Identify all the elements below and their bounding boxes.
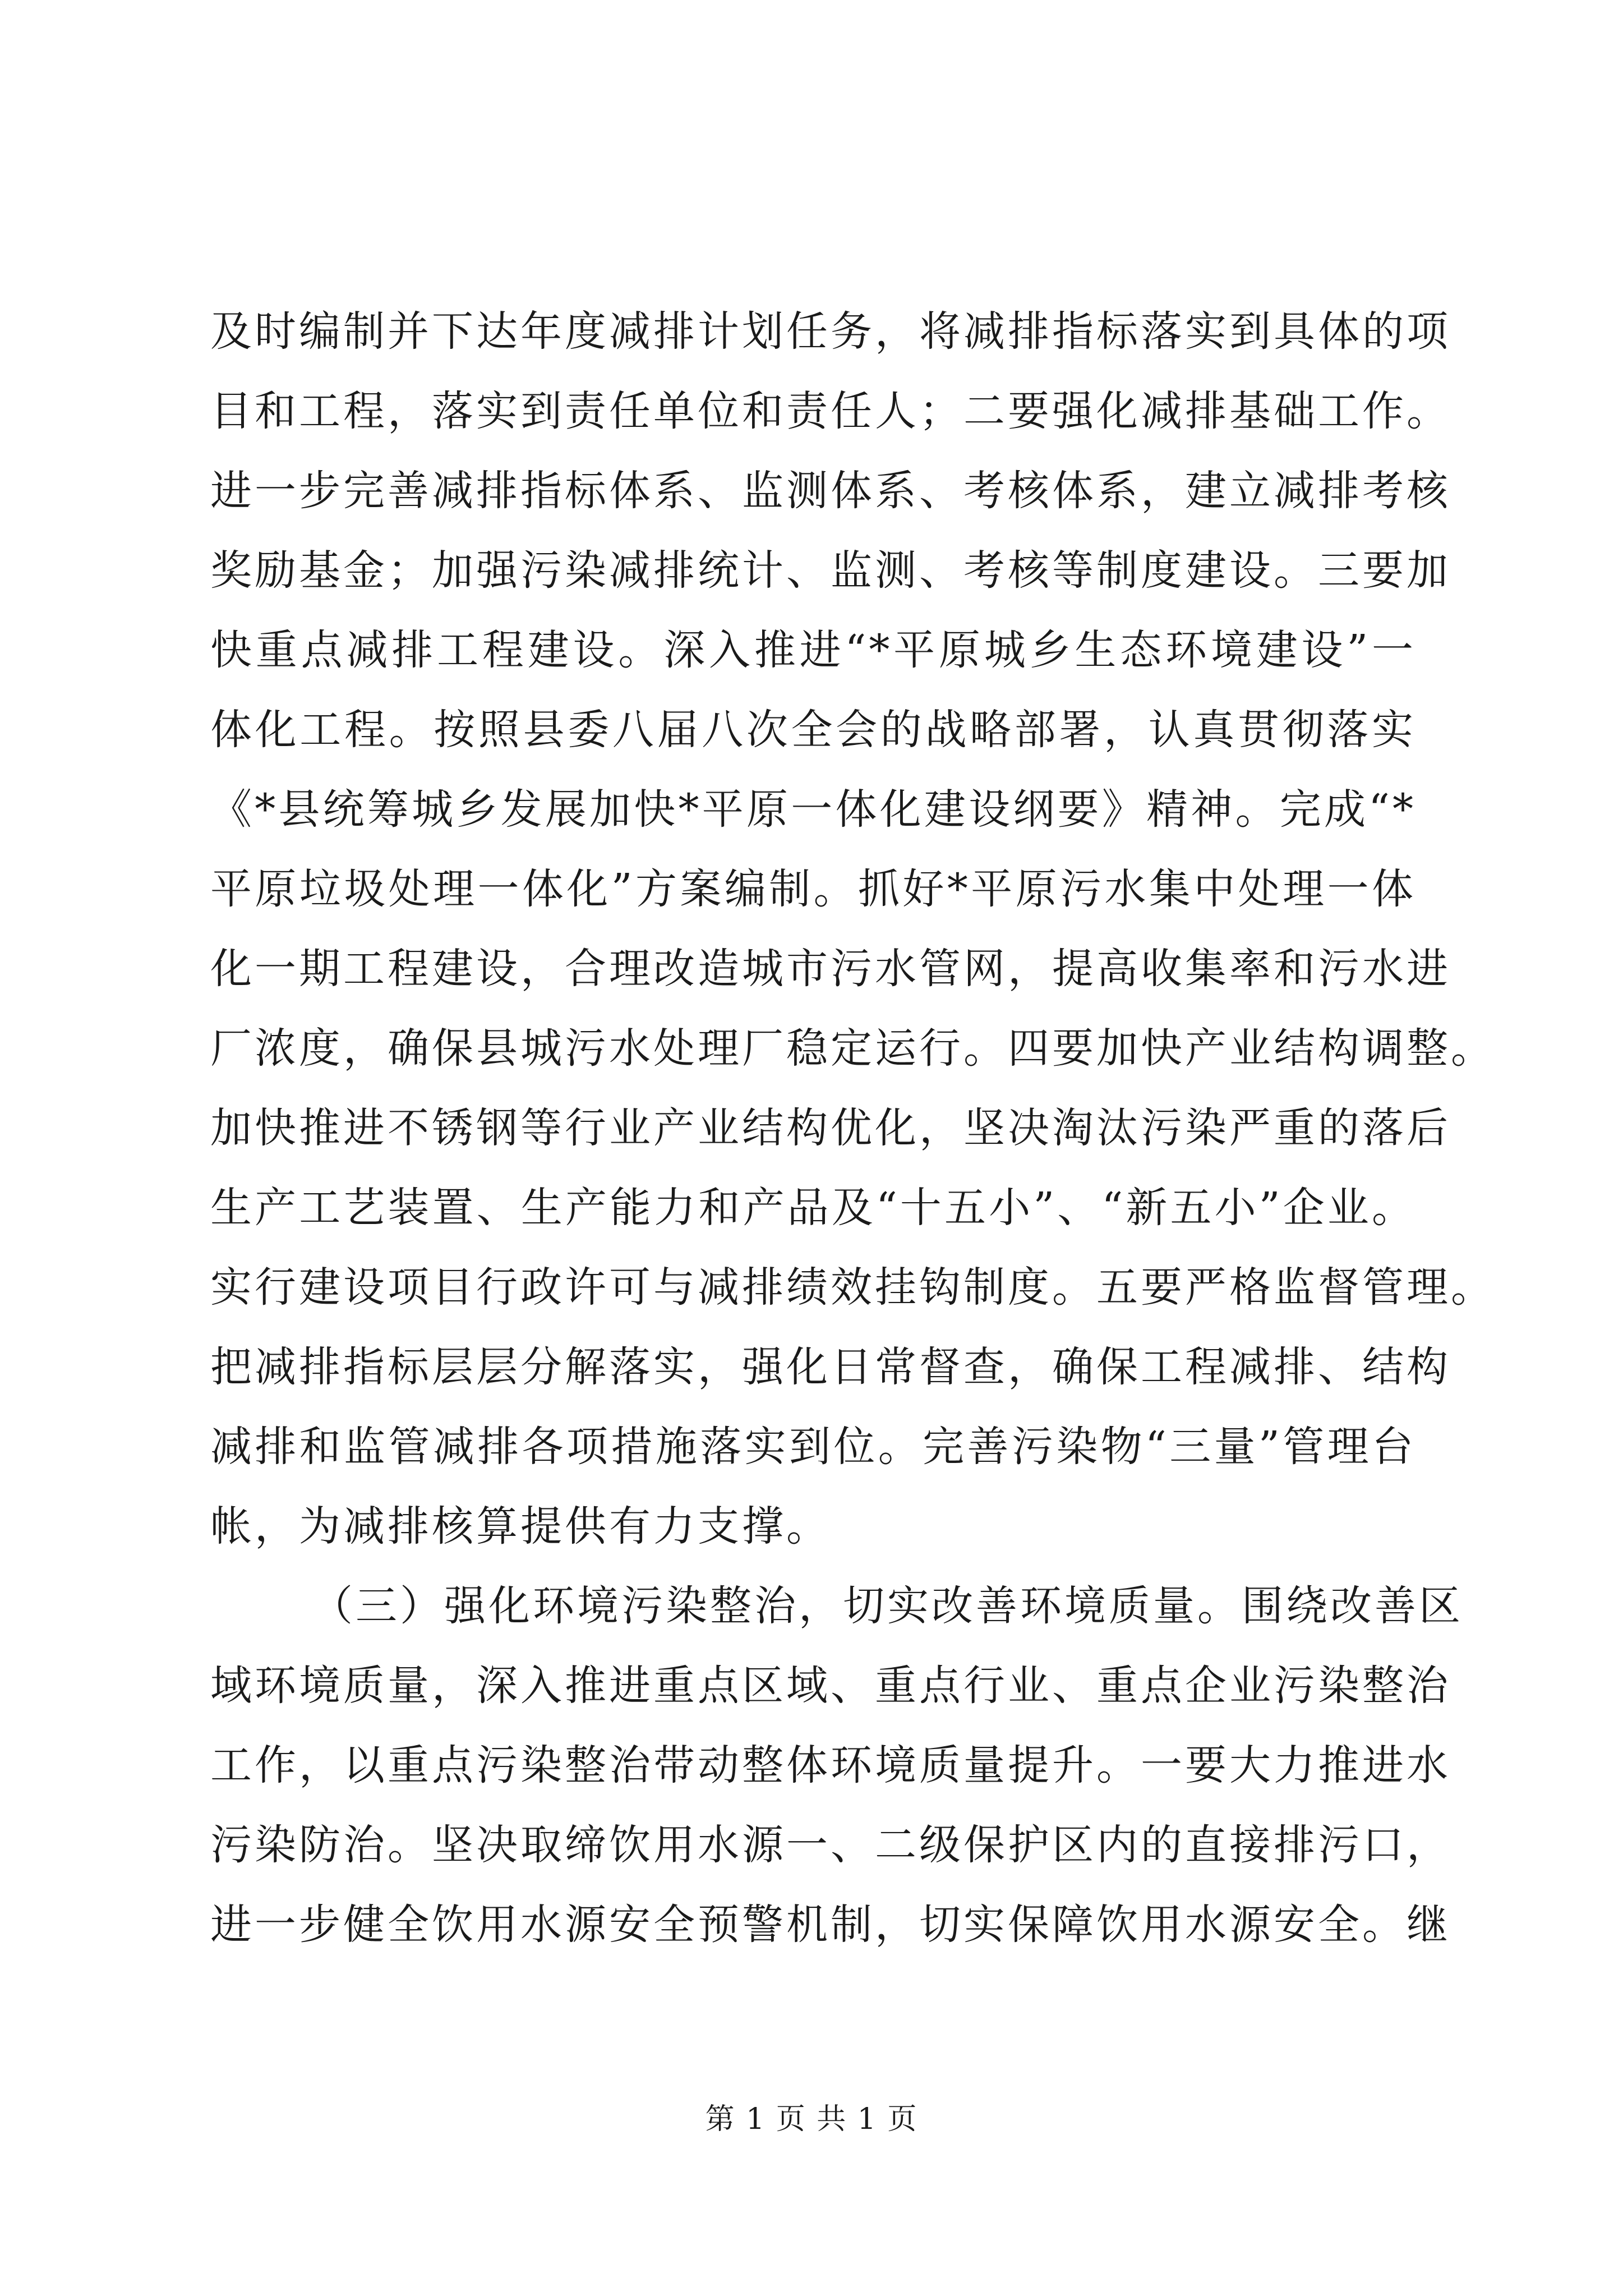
text-line: 进一步健全饮用水源安全预警机制，切实保障饮用水源安全。继 — [210, 1901, 1451, 1949]
text-line: 平原垃圾处理一体化”方案编制。抓好*平原污水集中处理一体 — [210, 865, 1416, 913]
text-line: 把减排指标层层分解落实，强化日常督查，确保工程减排、结构 — [210, 1343, 1451, 1391]
text-line: 厂浓度，确保县城污水处理厂稳定运行。四要加快产业结构调整。 — [210, 1024, 1495, 1073]
text-line: 生产工艺装置、生产能力和产品及“十五小”、“新五小”企业。 — [210, 1184, 1416, 1232]
text-line: 《*县统筹城乡发展加快*平原一体化建设纲要》精神。完成“* — [210, 785, 1416, 834]
text-line: 目和工程，落实到责任单位和责任人；二要强化减排基础工作。 — [210, 387, 1451, 435]
text-line: 污染防治。坚决取缔饮用水源一、二级保护区内的直接排污口， — [210, 1821, 1451, 1869]
page-number: 第 1 页 共 1 页 — [705, 2102, 918, 2136]
body-text — [210, 292, 1495, 1964]
page-footer — [0, 2095, 1623, 2137]
text-line: 减排和监管减排各项措施落实到位。完善污染物“三量”管理台 — [210, 1423, 1416, 1471]
text-line: 工作，以重点污染整治带动整体环境质量提升。一要大力推进水 — [210, 1741, 1451, 1789]
text-line: 化一期工程建设，合理改造城市污水管网，提高收集率和污水进 — [210, 945, 1451, 993]
text-line: 实行建设项目行政许可与减排绩效挂钩制度。五要严格监督管理。 — [210, 1263, 1495, 1312]
text-line: 加快推进不锈钢等行业产业结构优化，坚决淘汰污染严重的落后 — [210, 1104, 1451, 1152]
text-line: 进一步完善减排指标体系、监测体系、考核体系，建立减排考核 — [210, 467, 1451, 515]
section-heading-line: （三）强化环境污染整治，切实改善环境质量。围绕改善区 — [311, 1582, 1463, 1630]
text-line: 体化工程。按照县委八届八次全会的战略部署，认真贯彻落实 — [210, 706, 1416, 754]
text-line: 快重点减排工程建设。深入推进“*平原城乡生态环境建设”一 — [210, 626, 1416, 674]
text-line: 及时编制并下达年度减排计划任务，将减排指标落实到具体的项 — [210, 307, 1451, 356]
text-line: 奖励基金；加强污染减排统计、监测、考核等制度建设。三要加 — [210, 546, 1451, 595]
text-line: 域环境质量，深入推进重点区域、重点行业、重点企业污染整治 — [210, 1662, 1451, 1710]
paragraph-end-line: 帐，为减排核算提供有力支撑。 — [210, 1502, 831, 1550]
